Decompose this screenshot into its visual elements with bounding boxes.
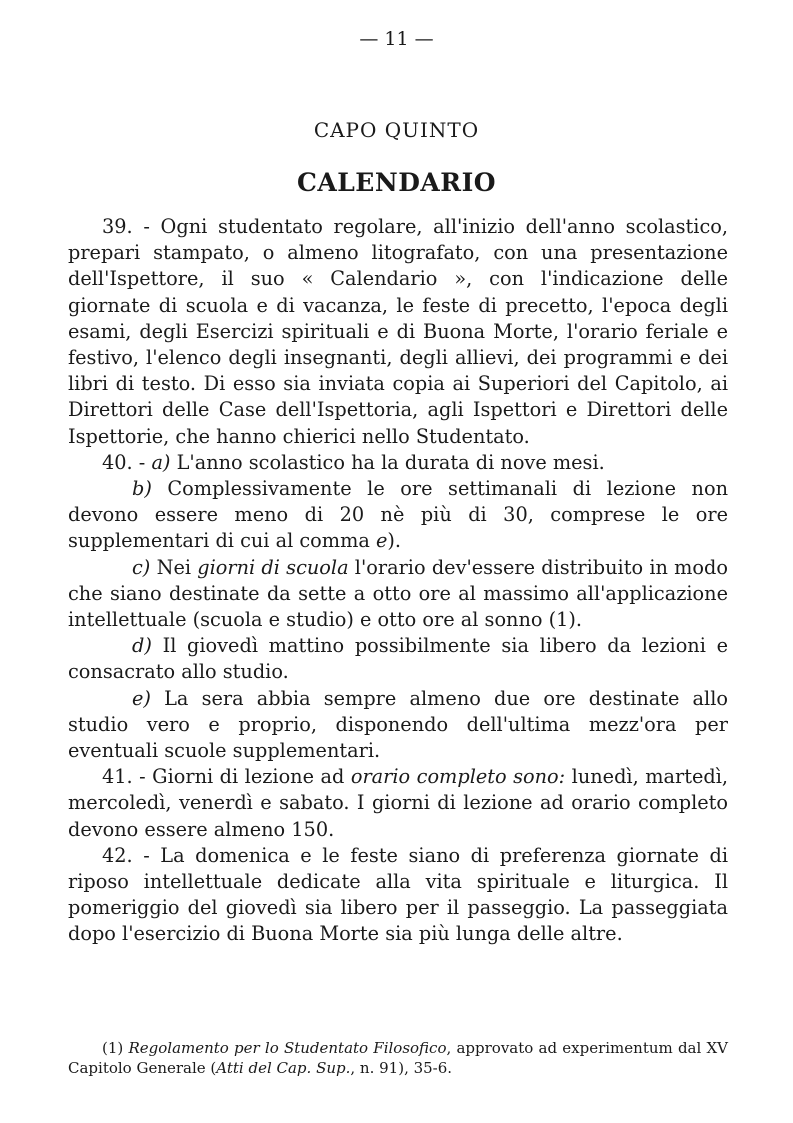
paragraph-40b [68, 476, 728, 555]
item-letter-a: a) [151, 450, 171, 474]
item-text-d: Il giovedì mattino possibilmente sia libero da lezioni e consacrato allo studio. [68, 634, 728, 684]
item-ref-e: e [375, 529, 388, 553]
item-letter-c: c) [132, 555, 151, 579]
footnote-text: , approvato ad experimentum dal XV Capitolo Generale ( [68, 1039, 729, 1077]
paragraph-40c [68, 555, 728, 634]
item-text-b-end: ). [387, 529, 402, 553]
item-letter-e: e) [132, 686, 151, 710]
paragraph-40-number: 40. - [102, 450, 152, 474]
paragraph-41-pre: 41. - Giorni di lezione ad [102, 765, 351, 789]
item-text-a: L'anno scolastico ha la durata di nove mesi. [170, 450, 605, 474]
item-text-c-pre: Nei [150, 555, 198, 579]
paragraph-42: 42. - La domenica e le feste siano di preferenza giornate di riposo intellettuale dedicate alla vita spirituale e liturgica. Il pomeriggio del giovedì sia libero per il passeggio. La passeggiata dopo l'esercizio di Buona Morte sia più lunga delle altre. [68, 843, 728, 946]
item-emphasis-c: giorni di scuola [197, 555, 349, 579]
chapter-label: CAPO QUINTO [313, 118, 480, 142]
item-letter-d: d) [132, 634, 152, 658]
footnote-source-ref: Atti del Cap. Sup. [216, 1059, 351, 1077]
item-text-c: l'orario dev'essere distribuito in modo che siano destinate da sette a otto ore al massimo all'applicazione intellettuale (scuola e studio) e otto ore al sonno (1). [68, 555, 728, 632]
item-text-e: La sera abbia sempre almeno due ore destinate allo studio vero e proprio, disponendo dell'ultima mezz'ora per eventuali scuole supplementari. [68, 686, 728, 763]
paragraph-41-emphasis: orario completo sono: [350, 765, 566, 789]
paragraph-39: 39. - Ogni studentato regolare, all'inizio dell'anno scolastico, prepari stampato, o almeno litografato, con una presentazione dell'Ispettore, il suo « Calendario », con l'indicazione delle giornate di scuola e di vacanza, le feste di precetto, l'epoca degli esami, degli Esercizi spirituali e di Buona Morte, l'orario feriale e festivo, l'elenco degli insegnanti, degli allievi, dei programmi e dei libri di testo. Di esso sia inviata copia ai Superiori del Capitolo, ai Direttori delle Case dell'Ispettoria, agli Ispettori e Direttori delle Ispettorie, che hanno chierici nello Studentato. [68, 215, 728, 448]
footnote-end: , n. 91), 35-6. [350, 1059, 453, 1077]
footnote-mark: (1) [102, 1039, 129, 1057]
item-letter-b: b) [132, 477, 152, 501]
chapter-title: CALENDARIO [296, 168, 497, 197]
body-text [68, 214, 728, 948]
page-number: — 11 — [359, 28, 434, 50]
item-text-b: Complessivamente le ore settimanali di lezione non devono essere meno di 20 nè più di 30, comprese le ore supplementari di cui al comma [68, 477, 728, 553]
paragraph-41 [68, 764, 728, 843]
paragraph-41-text: lunedì, martedì, mercoledì, venerdì e sabato. I giorni di lezione ad orario completo devono essere almeno 150. [68, 765, 728, 841]
footnote [68, 1038, 728, 1078]
paragraph-40e [68, 686, 728, 765]
footnote-source-title: Regolamento per lo Studentato Filosofico [128, 1039, 447, 1057]
paragraph-40d [68, 633, 728, 685]
paragraph-40a [68, 450, 728, 476]
